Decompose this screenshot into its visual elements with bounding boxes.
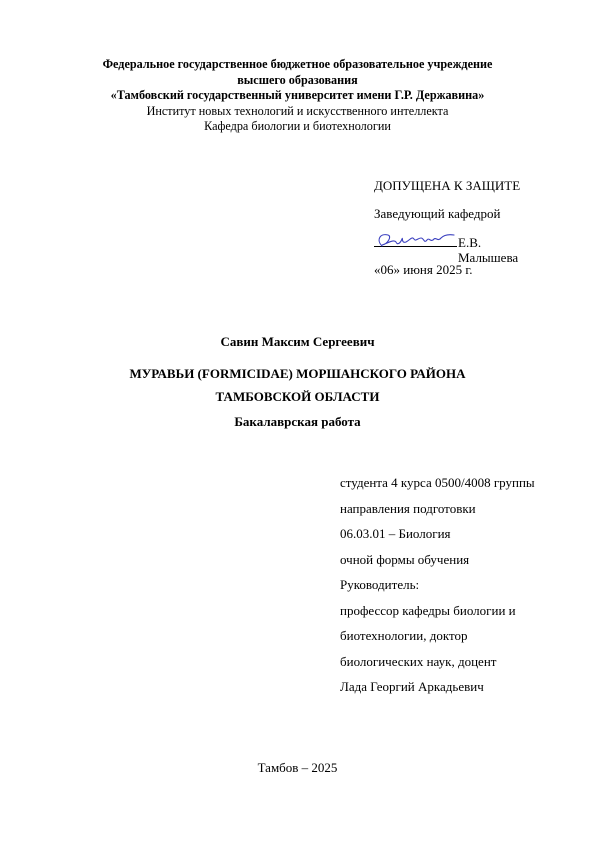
approval-position: Заведующий кафедрой: [374, 206, 501, 221]
author-name: Савин Максим Сергеевич: [220, 334, 375, 349]
work-type: Бакалаврская работа: [234, 414, 361, 429]
student-info-line: направления подготовки: [340, 500, 476, 516]
approval-status: ДОПУЩЕНА К ЗАЩИТЕ: [374, 178, 521, 193]
student-info-line: Руководитель:: [340, 577, 420, 592]
thesis-title-line-2: ТАМБОВСКОЙ ОБЛАСТИ: [215, 389, 380, 404]
thesis-title-line-1: МУРАВЬИ (FORMICIDAE) МОРШАНСКОГО РАЙОНА: [129, 366, 466, 381]
student-info-line: биотехнологии, доктор: [340, 628, 468, 643]
student-info-line: 06.03.01 – Биология: [340, 526, 451, 541]
student-info-line: очной формы обучения: [340, 551, 470, 567]
thesis-title: [0, 362, 595, 408]
header-line-5: Кафедра биологии и биотехнологии: [204, 119, 391, 133]
approval-block: [374, 178, 520, 290]
signature-mark-icon: [374, 230, 460, 252]
approver-name: Е.В. Малышева: [458, 235, 519, 265]
institution-header: [0, 57, 595, 135]
city-year: Тамбов – 2025: [257, 760, 338, 775]
approval-date: «06» июня 2025 г.: [374, 262, 473, 277]
student-info-line: студента 4 курса 0500/4008 группы: [340, 475, 535, 490]
student-info-line: Лада Георгий Аркадьевич: [340, 679, 484, 694]
signature-row: [374, 234, 520, 265]
student-info: [340, 470, 535, 700]
student-info-line: профессор кафедры биологии и: [340, 602, 516, 618]
student-info-line: биологических наук, доцент: [340, 653, 497, 669]
header-line-1: Федеральное государственное бюджетное образовательное учреждение: [102, 57, 493, 71]
header-line-3: «Тамбовский государственный университет имени Г.Р. Державина»: [110, 88, 485, 102]
header-line-2: высшего образования: [237, 72, 358, 87]
header-line-4: Институт новых технологий и искусственного интеллекта: [146, 103, 449, 118]
